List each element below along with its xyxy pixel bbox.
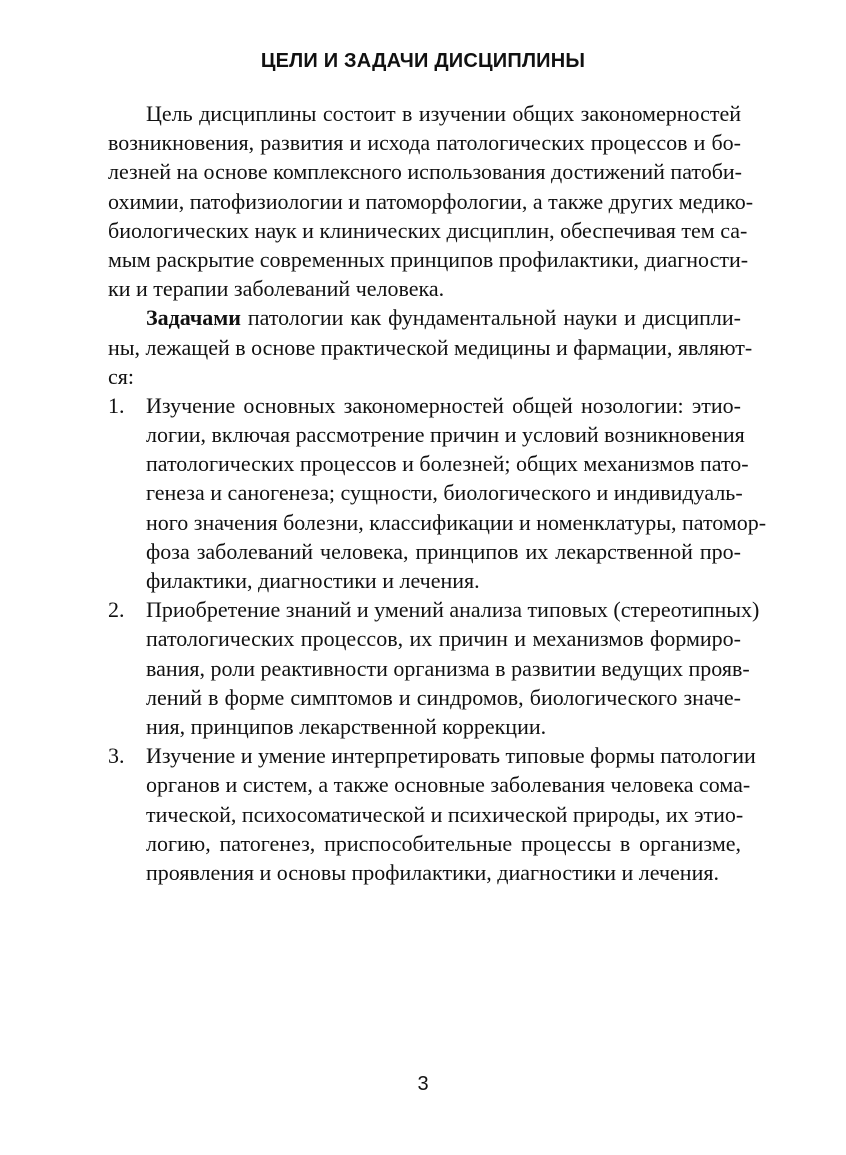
body-text: [108, 99, 767, 887]
text-line: возникновения, развития и исхода патологических процессов и бо-: [108, 130, 741, 156]
text-line: Приобретение знаний и умений анализа типовых (стереотипных): [146, 597, 760, 623]
text-line: органов и систем, а также основные заболевания человека сома-: [146, 772, 751, 798]
tasks-list: [108, 391, 767, 887]
text-line: проявления и основы профилактики, диагностики и лечения.: [146, 859, 719, 885]
text-line: патологических процессов, их причин и механизмов формиро-: [146, 626, 741, 652]
text-line: ного значения болезни, классификации и номенклатуры, патомор-: [146, 509, 767, 535]
text-line: [108, 303, 741, 332]
paragraph-tasks-intro: [108, 303, 753, 391]
text-line: ния, принципов лекарственной коррекции.: [146, 713, 547, 739]
page-number: 3: [417, 1073, 429, 1095]
text-line: тической, психосоматической и психической природы, их этио-: [146, 801, 744, 827]
text-line: биологических наук и клинических дисциплин, обеспечивая тем са-: [108, 217, 748, 243]
paragraph-goal: [108, 99, 754, 303]
list-number: 1.: [108, 392, 125, 418]
text-line: охимии, патофизиологии и патоморфологии, а также других медико-: [108, 188, 754, 214]
list-item: [108, 391, 767, 595]
text-line: логии, включая рассмотрение причин и условий возникновения: [146, 422, 745, 448]
list-number: 3.: [108, 743, 125, 769]
text-line: лезней на основе комплексного использования достижений патоби-: [108, 159, 743, 185]
list-item: [108, 741, 756, 887]
text-line: мым раскрытие современных принципов профилактики, диагности-: [108, 246, 749, 272]
text-line: вания, роли реактивности организма в развитии ведущих прояв-: [146, 655, 750, 681]
text-line: ся:: [108, 363, 134, 389]
list-number: 2.: [108, 597, 125, 623]
text-line: патологических процессов и болезней; общих механизмов пато-: [146, 451, 749, 477]
page-title: ЦЕЛИ И ЗАДАЧИ ДИСЦИПЛИНЫ: [260, 50, 586, 72]
text-line: фоза заболеваний человека, принципов их лекарственной про-: [146, 538, 741, 564]
text-line: Изучение и умение интерпретировать типовые формы патологии: [146, 743, 756, 769]
text-fragment: патологии как фундаментальной науки и дисципли-: [240, 305, 741, 331]
text-line: лений в форме симптомов и синдромов, биологического значе-: [146, 684, 741, 710]
text-line: Цель дисциплины состоит в изучении общих закономерностей: [146, 101, 741, 126]
bold-term: Задачами: [146, 305, 241, 331]
text-line: ны, лежащей в основе практической медицины и фармации, являют-: [108, 334, 753, 360]
text-line: логию, патогенез, приспособительные процессы в организме,: [146, 830, 741, 856]
text-line: филактики, диагностики и лечения.: [146, 568, 480, 593]
text-line: ки и терапии заболеваний человека.: [108, 276, 445, 302]
list-item: [108, 595, 760, 741]
text-line: генеза и саногенеза; сущности, биологического и индивидуаль-: [146, 480, 743, 506]
text-line: Изучение основных закономерностей общей нозологии: этио-: [146, 392, 741, 418]
